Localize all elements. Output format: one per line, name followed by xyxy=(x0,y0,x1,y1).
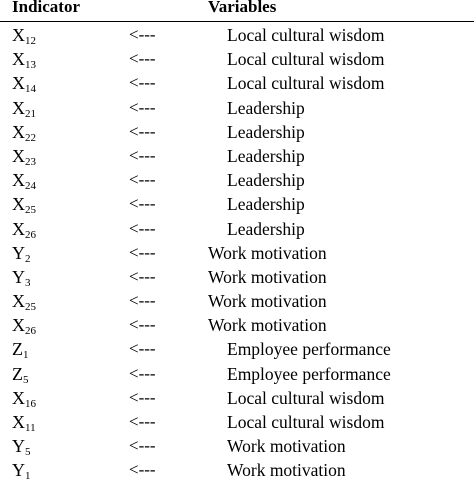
arrow-cell: <--- xyxy=(129,266,156,286)
indicator-cell xyxy=(12,98,36,118)
variable-cell: Work motivation xyxy=(208,291,327,312)
indicator-cell xyxy=(12,339,29,362)
table-row xyxy=(0,240,474,264)
table-row xyxy=(0,409,474,433)
variable-cell: Employee performance xyxy=(227,339,391,360)
indicator-cell xyxy=(12,364,29,384)
indicator-letter: X xyxy=(12,145,25,166)
variable-cell: Local cultural wisdom xyxy=(227,73,385,94)
indicator-subscript: 1 xyxy=(25,470,31,482)
indicator-cell xyxy=(12,146,36,166)
indicator-letter: Y xyxy=(12,436,25,457)
table-row xyxy=(0,457,474,481)
indicator-letter: X xyxy=(12,315,25,336)
indicator-letter: Y xyxy=(12,460,25,481)
variable-cell: Leadership xyxy=(227,145,305,166)
table-row xyxy=(0,288,474,312)
arrow-cell: <--- xyxy=(129,97,156,117)
indicator-subscript: 2 xyxy=(25,252,31,265)
table-row xyxy=(0,167,474,191)
indicator-cell xyxy=(12,25,36,45)
table-row xyxy=(0,312,474,336)
table-header xyxy=(0,0,474,22)
indicator-cell xyxy=(12,194,36,217)
arrow-cell: <--- xyxy=(129,291,156,311)
indicator-subscript: 26 xyxy=(25,228,36,241)
indicator-column-header: Indicator xyxy=(12,0,80,16)
indicator-cell xyxy=(12,73,36,96)
indicator-subscript: 22 xyxy=(25,131,36,144)
variable-cell: Leadership xyxy=(227,121,305,142)
indicator-letter: X xyxy=(12,121,25,142)
table-row xyxy=(0,22,474,46)
indicator-letter: X xyxy=(12,194,25,215)
indicator-letter: Z xyxy=(12,363,23,384)
indicator-letter: X xyxy=(12,387,25,408)
table-row xyxy=(0,46,474,70)
variable-cell: Employee performance xyxy=(227,363,391,384)
arrow-cell: <--- xyxy=(129,121,156,141)
table-row xyxy=(0,216,474,240)
arrow-cell: <--- xyxy=(129,170,156,190)
table-row xyxy=(0,119,474,143)
arrow-cell: <--- xyxy=(129,387,156,407)
table-row xyxy=(0,191,474,215)
variable-cell: Local cultural wisdom xyxy=(227,387,385,408)
variable-cell: Leadership xyxy=(227,170,305,191)
indicator-letter: Z xyxy=(12,339,23,360)
indicator-letter: Y xyxy=(12,242,25,263)
table-row xyxy=(0,264,474,288)
indicator-cell xyxy=(12,267,31,287)
variable-cell: Local cultural wisdom xyxy=(227,412,385,432)
indicator-cell xyxy=(12,315,36,338)
indicator-cell xyxy=(12,291,36,314)
indicator-subscript: 16 xyxy=(25,397,36,410)
table-row xyxy=(0,95,474,119)
arrow-cell: <--- xyxy=(129,412,156,431)
variable-cell: Leadership xyxy=(227,218,305,239)
indicator-cell xyxy=(12,460,31,480)
table-row xyxy=(0,70,474,94)
table-body xyxy=(0,22,474,482)
variable-cell: Work motivation xyxy=(227,460,346,481)
indicator-cell xyxy=(12,243,31,263)
indicator-subscript: 1 xyxy=(23,349,29,362)
indicator-subscript: 12 xyxy=(25,35,36,47)
variable-cell: Work motivation xyxy=(208,315,327,336)
indicator-cell xyxy=(12,219,36,239)
indicator-subscript: 26 xyxy=(25,325,36,338)
indicator-letter: X xyxy=(12,218,25,239)
indicator-cell xyxy=(12,436,31,459)
indicator-letter: X xyxy=(12,49,25,70)
indicator-letter: X xyxy=(12,170,25,191)
indicator-letter: X xyxy=(12,97,25,118)
arrow-cell: <--- xyxy=(129,436,156,456)
indicator-cell xyxy=(12,412,36,432)
arrow-cell: <--- xyxy=(129,460,156,480)
arrow-cell: <--- xyxy=(129,218,156,238)
indicator-subscript: 24 xyxy=(25,180,36,193)
variable-cell: Leadership xyxy=(227,97,305,118)
indicator-subscript: 14 xyxy=(25,83,36,96)
arrow-cell: <--- xyxy=(129,25,156,44)
table-row xyxy=(0,336,474,360)
indicator-subscript: 25 xyxy=(25,204,36,217)
indicator-letter: Y xyxy=(12,266,25,287)
indicator-letter: X xyxy=(12,291,25,312)
variable-cell: Work motivation xyxy=(208,266,327,287)
arrow-cell: <--- xyxy=(129,339,156,359)
variable-cell: Local cultural wisdom xyxy=(227,49,385,70)
indicator-subscript: 21 xyxy=(25,107,36,120)
arrow-cell: <--- xyxy=(129,363,156,383)
indicator-cell xyxy=(12,49,36,72)
arrow-cell: <--- xyxy=(129,73,156,93)
arrow-cell: <--- xyxy=(129,242,156,262)
indicator-subscript: 5 xyxy=(23,373,29,386)
indicator-subscript: 13 xyxy=(25,59,36,72)
table-row xyxy=(0,385,474,409)
indicator-cell xyxy=(12,388,36,408)
indicator-subscript: 5 xyxy=(25,446,31,459)
indicator-subscript: 23 xyxy=(25,155,36,168)
arrow-cell: <--- xyxy=(129,194,156,214)
table-row xyxy=(0,143,474,167)
variable-cell: Work motivation xyxy=(227,436,346,457)
variable-cell: Local cultural wisdom xyxy=(227,25,385,45)
indicator-letter: X xyxy=(12,73,25,94)
indicator-subscript: 25 xyxy=(25,301,36,314)
indicator-cell xyxy=(12,122,36,142)
arrow-cell: <--- xyxy=(129,49,156,69)
variable-cell: Work motivation xyxy=(208,242,327,263)
table-row xyxy=(0,361,474,385)
variable-cell: Leadership xyxy=(227,194,305,215)
arrow-cell: <--- xyxy=(129,315,156,335)
table-row xyxy=(0,433,474,457)
indicator-subscript: 3 xyxy=(25,276,31,289)
indicator-letter: X xyxy=(12,412,25,432)
indicator-cell xyxy=(12,170,36,193)
arrow-cell: <--- xyxy=(129,145,156,165)
indicator-subscript: 11 xyxy=(25,422,36,434)
variables-column-header: Variables xyxy=(208,0,277,16)
indicator-letter: X xyxy=(12,25,25,45)
